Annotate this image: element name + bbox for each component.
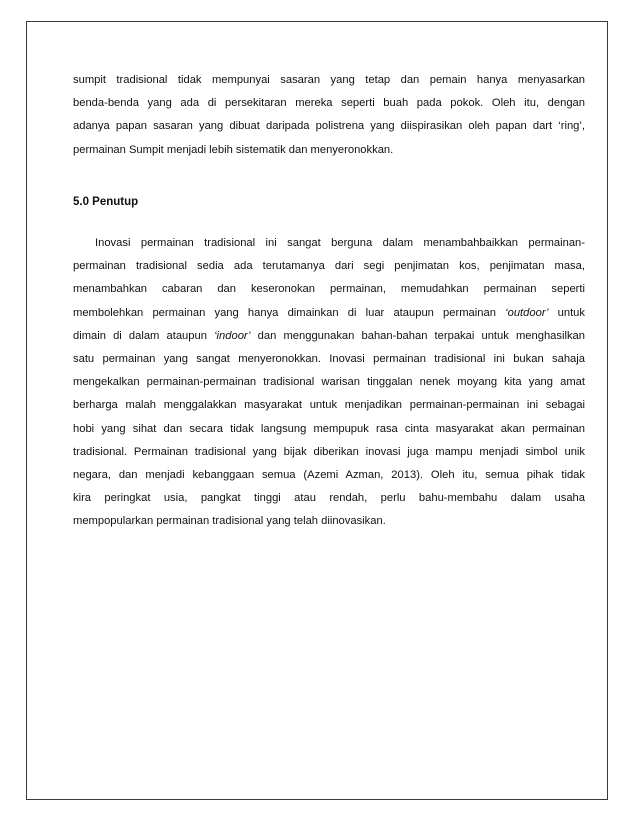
text-line: menambahkan cabaran dan keseronokan permainan, memudahkan permainan seperti: [73, 283, 585, 296]
section-heading-penutup: 5.0 Penutup: [73, 196, 139, 208]
paragraph-penutup: [73, 232, 585, 534]
text-segment: untuk: [548, 306, 585, 319]
text-line: sumpit tradisional tidak mempunyai sasaran yang tetap dan pemain hanya menyasarkan: [73, 74, 585, 86]
paragraph-sumpit-intro: [73, 69, 585, 162]
italic-term-indoor: ‘indoor’: [214, 329, 251, 342]
text-segment: adanya papan sasaran yang dibuat daripada polistrena yang diispirasikan oleh papan dart ‘ring’,: [73, 120, 585, 133]
text-line: benda-benda yang ada di persekitaran mereka seperti buah pada pokok. Oleh itu, dengan: [73, 97, 585, 110]
text-line: Inovasi permainan tradisional ini sangat berguna dalam menambahbaikkan permainan-: [95, 237, 585, 249]
text-line: hobi yang sihat dan secara tidak langsung mempupuk rasa cinta masyarakat akan permainan: [73, 422, 585, 435]
text-line: mempopularkan permainan tradisional yang telah diinovasikan.: [73, 515, 386, 528]
text-line: kira peringkat usia, pangkat tinggi atau rendah, perlu bahu-membahu dalam usaha: [73, 492, 585, 505]
text-segment: dan menggunakan bahan-bahan terpakai untuk menghasilkan: [250, 329, 585, 342]
text-line: [73, 302, 585, 325]
text-line: [73, 115, 585, 138]
text-line: mengekalkan permainan-permainan tradisional warisan tinggalan nenek moyang kita yang amat: [73, 376, 585, 389]
text-line: negara, dan menjadi kebanggaan semua (Azemi Azman, 2013). Oleh itu, semua pihak tidak: [73, 469, 585, 482]
text-line: tradisional. Permainan tradisional yang bijak diberikan inovasi juga mampu menjadi simbol unik: [73, 445, 585, 458]
text-segment: dimain di dalam ataupun: [73, 329, 215, 342]
text-line: satu permainan yang sangat menyeronokkan. Inovasi permainan tradisional ini bukan sahaja: [73, 353, 585, 366]
text-segment: membolehkan permainan yang hanya dimainkan di luar ataupun permainan: [73, 306, 506, 319]
text-line: [73, 325, 585, 348]
text-line: permainan tradisional sedia ada terutamanya dari segi penjimatan kos, penjimatan masa,: [73, 260, 585, 273]
text-line: permainan Sumpit menjadi lebih sistematik dan menyeronokkan.: [73, 143, 394, 156]
italic-term-outdoor: ‘outdoor’: [505, 306, 549, 319]
text-line: berharga malah menggalakkan masyarakat untuk menjadikan permainan-permainan ini sebagai: [73, 399, 585, 412]
